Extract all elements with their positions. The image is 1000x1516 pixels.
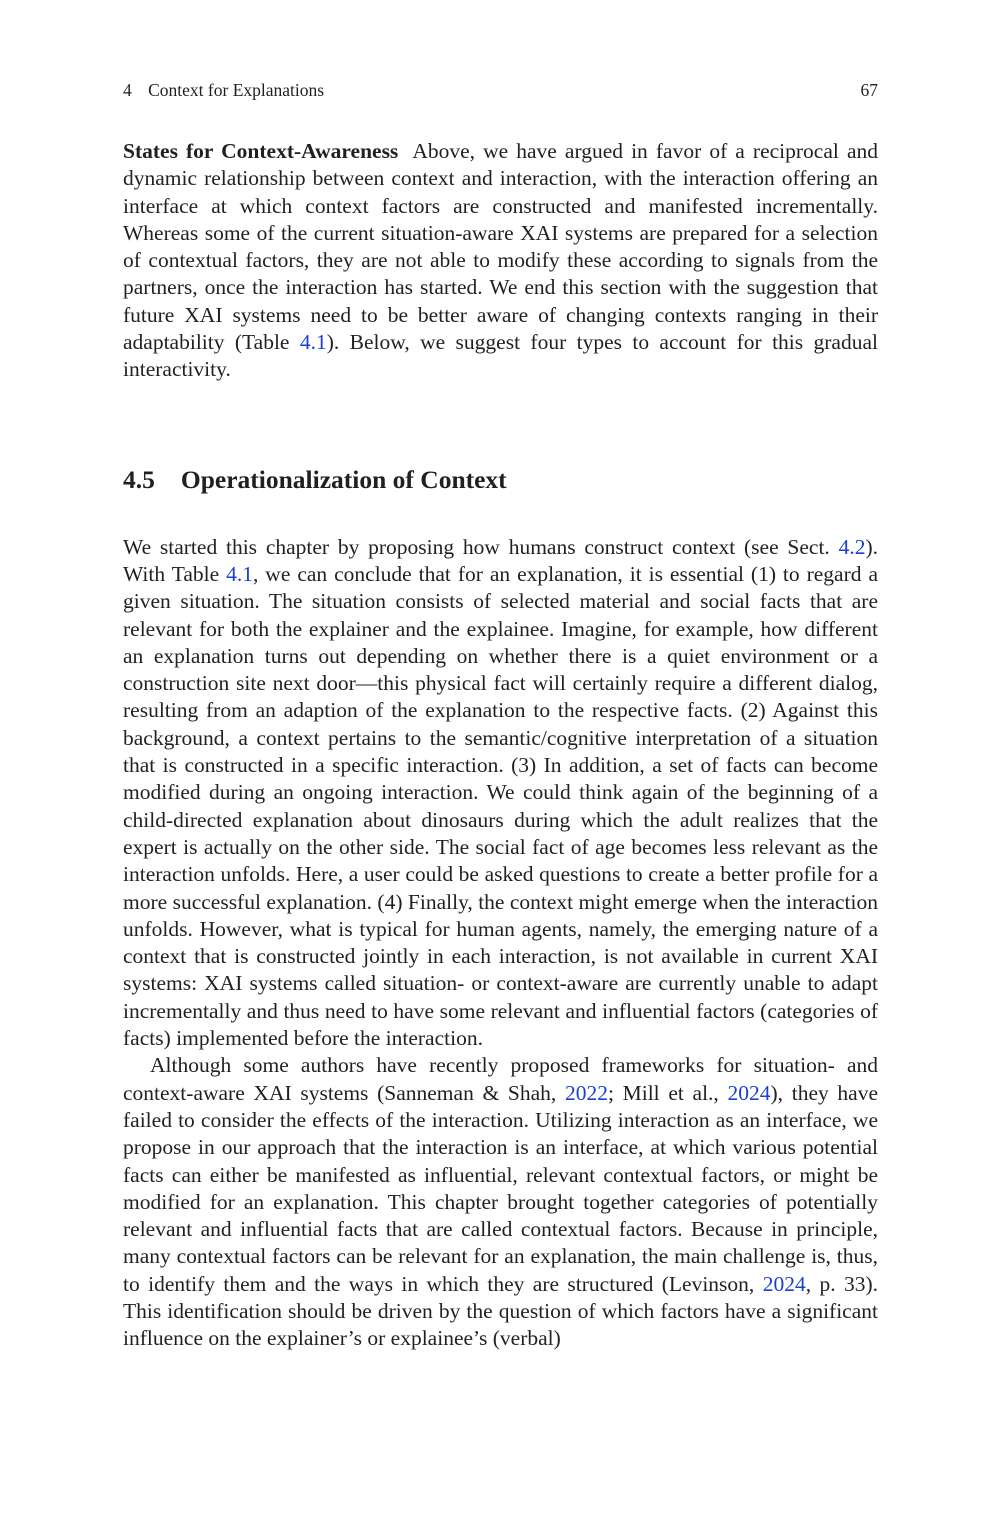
paragraph-text: ), they have failed to consider the effects of the interaction. Utilizing interaction as an interface, we propose in our approach that the interaction is an interface, at which various potential facts can either be manifested as influential, relevant contextual factors, or might be modified for an explanation. This chapter brought together categories of potentially relevant and influential facts that are called contextual factors. Because in principle, many contextual factors can be relevant for an explanation, the main challenge is, thus, to identify them and the ways in which they are structured (Levinson, — [123, 1080, 878, 1296]
citation-link-sanneman-shah[interactable]: 2022 — [564, 1080, 608, 1105]
paragraph-text: Although some authors have recently proposed frameworks for situation- and context-aware XAI systems (Sanneman & Shah, — [123, 1053, 878, 1105]
paragraph-states-for-context-awareness — [123, 138, 878, 384]
paragraph-text: Above, we have argued in favor of a reciprocal and dynamic relationship between context and interaction, with the interaction offering an interface at which context factors are constructed and manifested incrementally. Whereas some of the current situation-aware XAI systems are prepared for a selection of contextual factors, they are not able to modify these according to signals from the partners, once the interaction has started. We end this section with the suggestion that future XAI systems need to be better aware of changing contexts ranging in their adaptability (Table — [123, 139, 878, 355]
section-number: 4.5 — [123, 464, 155, 494]
table-reference-link[interactable]: 4.1 — [226, 561, 253, 586]
chapter-number: 4 — [123, 80, 132, 100]
paragraph-text: , we can conclude that for an explanation, it is essential (1) to regard a given situation. The situation consists of selected material and social facts that are relevant for both the explainer and the explainee. Imagine, for example, how different an explanation turns out depending on whether there is a quiet environment or a construction site next door—this physical fact will certainly require a different dialog, resulting from an adaption of the explanation to the respective facts. (2) Against this background, a context pertains to the semantic/cognitive interpretation of a situation that is constructed in a specific interaction. (3) In addition, a set of facts can become modified during an ongoing interaction. We could think again of the beginning of a child-directed explanation about dinosaurs during which the adult realizes that the expert is actually on the other side. The social fact of age becomes less relevant as the interaction unfolds. Here, a user could be asked questions to create a better profile for a more successful explanation. (4) Finally, the context might emerge when the interaction unfolds. However, what is typical for human agents, namely, the emerging nature of a context that is constructed jointly in each interaction, is not available in current XAI systems: XAI systems called situation- or context-aware are currently unable to adapt incrementally and thus need to have some relevant and influential factors (categories of facts) implemented before the interaction. — [123, 561, 879, 1051]
running-head — [123, 78, 878, 102]
page-number: 67 — [860, 80, 878, 100]
paragraph-text: We started this chapter by proposing how humans construct context (see Sect. — [123, 534, 839, 559]
paragraph-text: ). With Table — [123, 534, 878, 586]
run-in-heading: States for Context-Awareness — [123, 139, 399, 163]
paragraph-operationalization — [123, 534, 878, 1053]
section-heading — [123, 464, 878, 496]
running-head-chapter — [123, 78, 324, 102]
paragraph-text: , p. 33). This identification should be driven by the question of which factors have a significant influence on the explainer’s or explainee’s (verbal) — [123, 1271, 878, 1351]
paragraph-text: ; Mill et al., — [607, 1080, 728, 1105]
chapter-title: Context for Explanations — [148, 80, 325, 100]
section-reference-link[interactable]: 4.2 — [838, 534, 866, 559]
paragraph-frameworks — [123, 1052, 878, 1352]
paragraph-text: ). Below, we suggest four types to account for this gradual interactivity. — [123, 330, 878, 382]
section-title: Operationalization of Context — [180, 464, 507, 494]
citation-link-mill[interactable]: 2024 — [727, 1080, 771, 1105]
table-reference-link[interactable]: 4.1 — [299, 330, 327, 355]
book-page — [123, 78, 878, 1353]
citation-link-levinson[interactable]: 2024 — [762, 1271, 806, 1296]
